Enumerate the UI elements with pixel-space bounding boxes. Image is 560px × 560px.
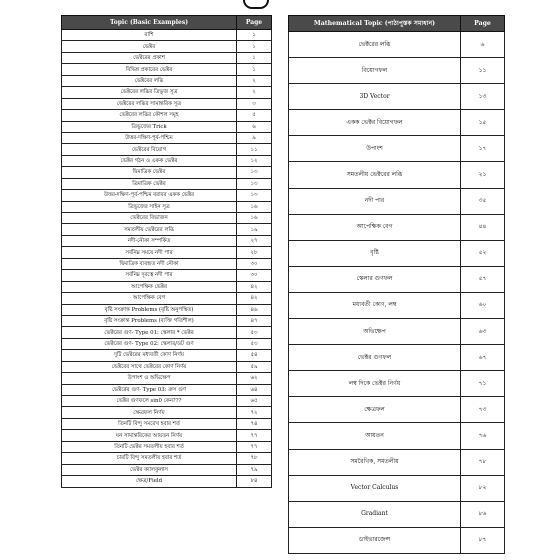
- page-number-cell: ১৩: [237, 167, 272, 178]
- page-number-cell: ৪৭: [237, 315, 272, 326]
- page-number-cell: ৫২: [461, 240, 505, 266]
- table-row: [62, 418, 272, 429]
- table-row: [62, 338, 272, 349]
- topic-cell: ভেক্টর গুণফলে sin0 কেন???: [62, 396, 237, 407]
- page-number-cell: ১৩: [237, 178, 272, 189]
- table-row: [62, 167, 272, 178]
- page-number-cell: ১৩: [461, 84, 505, 110]
- topic-cell: বৃষ্টি: [289, 240, 461, 266]
- table-row: [62, 178, 272, 189]
- page-number-cell: ৭৮: [461, 449, 505, 475]
- page-number-cell: ১৩: [237, 190, 272, 201]
- topic-cell: আপেক্ষিক ভেক্টর: [62, 281, 237, 292]
- topic-cell: ক্ষেত্র/Field: [62, 476, 237, 487]
- table-row: [62, 247, 272, 258]
- page-number-cell: ২৭: [237, 235, 272, 246]
- page-number-cell: ১৬: [237, 201, 272, 212]
- table-row: [289, 266, 505, 292]
- table-row: [289, 371, 505, 397]
- table-row: [62, 327, 272, 338]
- topic-cell: নদী-নৌকা সম্পর্কিত: [62, 235, 237, 246]
- table-row: [62, 270, 272, 281]
- topic-cell: ত্রিভুজের Trick: [62, 121, 237, 132]
- topic-cell: দুটি ভেক্টরের মধ্যবর্তী কোণ নির্ণয়: [62, 350, 237, 361]
- table-row: [289, 475, 505, 501]
- topic-cell: তিনটি বিন্দু সমরেখ হবার শর্ত: [62, 418, 237, 429]
- table-row: [62, 30, 272, 41]
- page-number-cell: ৫৩: [237, 338, 272, 349]
- page-number-cell: ৬২: [237, 373, 272, 384]
- table-row: [289, 240, 505, 266]
- basic-examples-table: [61, 15, 272, 488]
- page-number-cell: ৪২: [237, 293, 272, 304]
- topic-cell: বৃষ্টি সংক্রান্ত Problems (ব্যক্তি গতিশীল): [62, 315, 237, 326]
- topic-cell: ভেক্টরের লব্ধির ত্রিভুজ সূত্র: [62, 87, 237, 98]
- table-row: [289, 319, 505, 345]
- topic-cell: মধ্যবর্তী কোণ, লম্ব: [289, 292, 461, 318]
- page-number-cell: ৭৭: [237, 441, 272, 452]
- topic-cell: ক্ষেত্রফল: [289, 397, 461, 423]
- table-row: [62, 213, 272, 224]
- page-number-cell: ৭৬: [461, 423, 505, 449]
- topic-cell: ভেক্টরের গুণ- Type 01: স্কেলার * ভেক্টর: [62, 327, 237, 338]
- page-number-cell: ৯: [237, 132, 272, 143]
- topic-cell: উত্তর-দক্ষিণ-পূর্ব-পশ্চিম: [62, 132, 237, 143]
- table-row: [289, 214, 505, 240]
- page-number-cell: ১: [237, 30, 272, 41]
- topic-cell: ত্রিমাত্রিক ভেক্টর: [62, 178, 237, 189]
- table-row: [289, 449, 505, 475]
- table-row: [62, 407, 272, 418]
- table-row: [62, 155, 272, 166]
- table-row: [289, 292, 505, 318]
- page-number-cell: ৮৪: [237, 476, 272, 487]
- page-number-cell: ৩০: [237, 258, 272, 269]
- table-row: [62, 361, 272, 372]
- page-number-cell: ৫: [237, 110, 272, 121]
- page-number-cell: ৮৬: [461, 501, 505, 527]
- topic-cell: ভেক্টরের প্রকাশ: [62, 52, 237, 63]
- table-row: [62, 258, 272, 269]
- topic-cell: নদী পার: [289, 188, 461, 214]
- table-row: [289, 58, 505, 84]
- topic-cell: লম্ব দিকে ভেক্টর নির্ণয়: [289, 371, 461, 397]
- page-number-cell: ৬: [237, 121, 272, 132]
- topic-cell: চারটি বিন্দু সমতলীয় হবার শর্ত: [62, 453, 237, 464]
- topic-cell: আপেক্ষিক বেগ: [289, 214, 461, 240]
- topic-cell: বৃষ্টি সংক্রান্ত Problems (বৃষ্টি অনুপস্থিত): [62, 304, 237, 315]
- table-row: [62, 304, 272, 315]
- table-row: [62, 121, 272, 132]
- table-row: [62, 315, 272, 326]
- page-number-cell: ১১: [237, 144, 272, 155]
- page-number-cell: ২: [237, 87, 272, 98]
- page-number-cell: ৫৭: [461, 266, 505, 292]
- topic-cell: সর্বনিম্ন দূরত্বে নদী পার: [62, 270, 237, 281]
- table-header-row: [62, 16, 272, 30]
- topic-cell: বিভিন্ন প্রকারের ভেক্টর: [62, 64, 237, 75]
- table-row: [62, 430, 272, 441]
- topic-cell: 3D Vector: [289, 84, 461, 110]
- table-row: [289, 136, 505, 162]
- topic-cell: সমতলীয় ভেক্টরের লব্ধি: [289, 162, 461, 188]
- page-number-cell: ৬: [461, 32, 505, 58]
- topic-cell: ভেক্টরের লব্ধির সামান্তরিক সূত্র: [62, 98, 237, 109]
- table-row: [289, 397, 505, 423]
- table-row: [62, 396, 272, 407]
- page-number-cell: ৭২: [237, 407, 272, 418]
- table-row: [62, 98, 272, 109]
- topic-cell: ভেক্টর ক্যালকুলাস: [62, 464, 237, 475]
- table-row: [62, 52, 272, 63]
- table-row: [62, 144, 272, 155]
- page-number-cell: ৭১: [461, 371, 505, 397]
- table-row: [62, 64, 272, 75]
- page-number-cell: ৫৯: [237, 361, 272, 372]
- page-number-cell: ১: [237, 41, 272, 52]
- table-row: [62, 132, 272, 143]
- topic-cell: ভেক্টরের লব্ধি: [62, 75, 237, 86]
- page-number-cell: ৭৪: [237, 418, 272, 429]
- table-row: [62, 235, 272, 246]
- page-number-cell: ১: [237, 52, 272, 63]
- table-row: [62, 453, 272, 464]
- table-row: [62, 293, 272, 304]
- topic-cell: আপেক্ষিক বেগ: [62, 293, 237, 304]
- page-number-cell: ৬৩: [461, 319, 505, 345]
- topic-cell: ভেক্টর গুণফল: [289, 345, 461, 371]
- topic-column-header: Mathematical Topic (পাঠ্যপুস্তক সমাধান): [289, 16, 461, 32]
- topic-cell: আয়তন: [289, 423, 461, 449]
- topic-cell: রাশি: [62, 30, 237, 41]
- topic-cell: ভেক্টরের বিয়োগ: [62, 144, 237, 155]
- topic-cell: Vector Calculus: [289, 475, 461, 501]
- page-number-cell: ২১: [461, 162, 505, 188]
- topic-cell: ভেক্টরের সাথে ভেক্টরের কোণ নির্ণয়: [62, 361, 237, 372]
- page-number-cell: ৭৭: [237, 430, 272, 441]
- table-row: [289, 345, 505, 371]
- page-number-cell: ১৫: [461, 110, 505, 136]
- topic-cell: দ্বিমাত্রিক ভেক্টর: [62, 167, 237, 178]
- page-column-header: Page: [461, 16, 505, 32]
- page-number-cell: ১: [237, 64, 272, 75]
- topic-cell: ডাইভারজেন্স: [289, 527, 461, 553]
- topic-cell: উপাংশ: [289, 136, 461, 162]
- page-number-cell: ৪৪: [461, 214, 505, 240]
- page-number-cell: ৮২: [461, 475, 505, 501]
- page-number-cell: ২৮: [237, 247, 272, 258]
- table-row: [62, 464, 272, 475]
- topic-cell: একক ভেক্টর বিয়োগফল: [289, 110, 461, 136]
- page-number-cell: ৪২: [237, 281, 272, 292]
- topic-cell: তিনটি ভেক্টর সমতলীয় হবার শর্ত: [62, 441, 237, 452]
- topic-column-header: Topic (Basic Examples): [62, 16, 237, 30]
- page-number-cell: ৬৭: [461, 345, 505, 371]
- page-number-cell: ২: [237, 75, 272, 86]
- topic-cell: স্কেলার গুণফল: [289, 266, 461, 292]
- table-row: [62, 441, 272, 452]
- topic-cell: বিয়োগফল: [289, 58, 461, 84]
- table-row: [62, 190, 272, 201]
- table-row: [62, 476, 272, 487]
- table-row: [289, 423, 505, 449]
- topic-cell: ভেক্টরের গুণ- Type 03: ক্রস গুণ: [62, 384, 237, 395]
- table-row: [62, 201, 272, 212]
- textbook-solutions-table: [288, 15, 505, 554]
- table-row: [62, 224, 272, 235]
- page-number-cell: ১৬: [237, 213, 272, 224]
- table-row: [289, 162, 505, 188]
- table-row: [289, 188, 505, 214]
- page-number-cell: ৭৩: [461, 397, 505, 423]
- top-page-mark: [243, 0, 269, 9]
- topic-cell: Gradiant: [289, 501, 461, 527]
- table-row: [62, 373, 272, 384]
- topic-cell: ভেক্টর: [62, 41, 237, 52]
- table-row: [62, 384, 272, 395]
- topic-cell: ভেক্টরের গুণ- Type 02: স্কেলার/ডট গুণ: [62, 338, 237, 349]
- page-number-cell: ১১: [461, 58, 505, 84]
- page-number-cell: ৩: [237, 98, 272, 109]
- table-row: [289, 84, 505, 110]
- page-number-cell: ৩০: [237, 270, 272, 281]
- table-row: [289, 527, 505, 553]
- topic-cell: ভেক্টরের বিভাজন: [62, 213, 237, 224]
- topic-cell: ঘন সামান্তরিকের আয়তন নির্ণয়: [62, 430, 237, 441]
- page-number-cell: ৮৭: [461, 527, 505, 553]
- page-number-cell: ৬৪: [237, 384, 272, 395]
- page-number-cell: ৬৫: [237, 396, 272, 407]
- table-row: [289, 110, 505, 136]
- page-number-cell: ৭৯: [237, 464, 272, 475]
- table-row: [62, 110, 272, 121]
- table-row: [62, 41, 272, 52]
- topic-cell: ভেক্টরের লব্ধির কৌশল সমূহ: [62, 110, 237, 121]
- table-row: [62, 281, 272, 292]
- topic-cell: উপাংশ ও অভিক্ষেপ: [62, 373, 237, 384]
- topic-cell: সর্বনিম্ন সময়ে নদী পার: [62, 247, 237, 258]
- table-row: [289, 32, 505, 58]
- table-row: [62, 75, 272, 86]
- table-row: [62, 87, 272, 98]
- topic-cell: ভেক্টর গঠন ও একক ভেক্টর: [62, 155, 237, 166]
- page-number-cell: ৩৫: [461, 188, 505, 214]
- table-header-row: [289, 16, 505, 32]
- page-number-cell: ১৭: [461, 136, 505, 162]
- topic-cell: ভেক্টরের লব্ধি: [289, 32, 461, 58]
- page-number-cell: ৬০: [461, 292, 505, 318]
- page-number-cell: ৭৮: [237, 453, 272, 464]
- topic-cell: সমতলীয় ভেক্টরের লব্ধি: [62, 224, 237, 235]
- page-number-cell: ১৯: [237, 224, 272, 235]
- topic-cell: ত্রিভুজের সাইন সূত্র: [62, 201, 237, 212]
- table-row: [62, 350, 272, 361]
- page-number-cell: ১২: [237, 155, 272, 166]
- page-column-header: Page: [237, 16, 272, 30]
- topic-cell: দ্বিমাত্রিক ব্যবহৃত নদী নৌকা: [62, 258, 237, 269]
- page-number-cell: ৫৩: [237, 327, 272, 338]
- topic-cell: অভিক্ষেপ: [289, 319, 461, 345]
- topic-cell: সমরৈখিক, সমতলীয়: [289, 449, 461, 475]
- table-row: [289, 501, 505, 527]
- topic-cell: উত্তর-দক্ষিণ-পূর্ব-পশ্চিম বরাবর একক ভেক্টর: [62, 190, 237, 201]
- page-number-cell: ৫৪: [237, 350, 272, 361]
- topic-cell: ক্ষেত্রফল নির্ণয়: [62, 407, 237, 418]
- page-number-cell: ৪৬: [237, 304, 272, 315]
